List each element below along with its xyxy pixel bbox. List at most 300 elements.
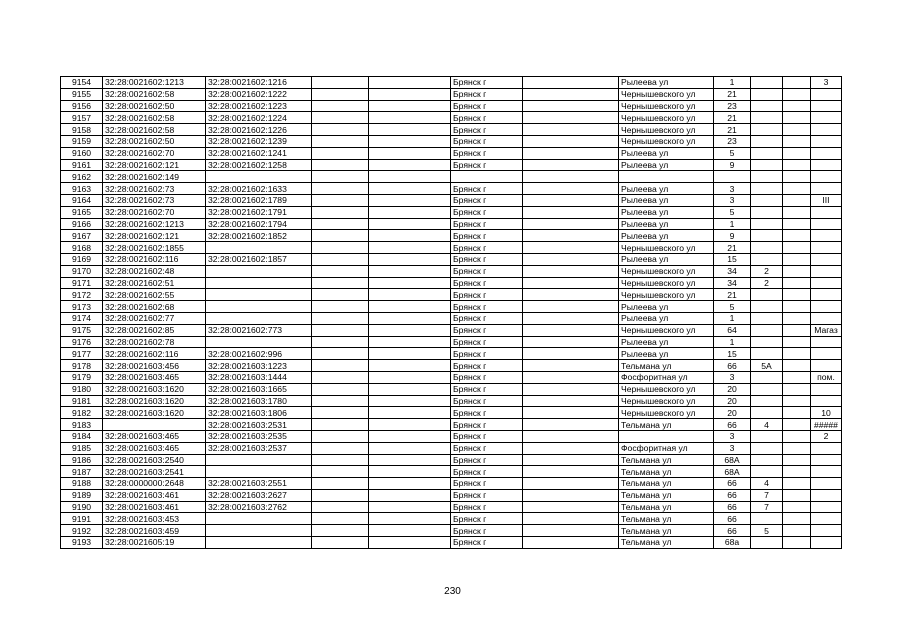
house-number-cell: 5 (714, 147, 751, 159)
building-cell (751, 336, 783, 348)
blank-cell (523, 301, 619, 313)
object-cadastral-number-cell: 32:28:0021602:1258 (206, 159, 312, 171)
premise-cell (811, 336, 842, 348)
city-cell: Брянск г (451, 218, 523, 230)
blank-cell (369, 206, 451, 218)
row-number-cell: 9162 (61, 171, 103, 183)
cadastral-number-cell: 32:28:0021603:459 (103, 525, 206, 537)
house-number-cell: 66 (714, 513, 751, 525)
object-cadastral-number-cell: 32:28:0021603:1780 (206, 395, 312, 407)
blank-cell (783, 407, 811, 419)
row-number-cell: 9156 (61, 100, 103, 112)
city-cell: Брянск г (451, 194, 523, 206)
blank-cell (523, 230, 619, 242)
cadastral-number-cell: 32:28:0021602:149 (103, 171, 206, 183)
object-cadastral-number-cell (206, 537, 312, 549)
city-cell: Брянск г (451, 407, 523, 419)
blank-cell (369, 430, 451, 442)
building-cell (751, 312, 783, 324)
house-number-cell: 64 (714, 324, 751, 336)
blank-cell (783, 513, 811, 525)
blank-cell (523, 253, 619, 265)
object-cadastral-number-cell: 32:28:0021602:1222 (206, 88, 312, 100)
blank-cell (369, 124, 451, 136)
blank-cell (312, 466, 369, 478)
premise-cell (811, 112, 842, 124)
blank-cell (312, 100, 369, 112)
city-cell: Брянск г (451, 537, 523, 549)
cadastral-number-cell: 32:28:0021602:70 (103, 206, 206, 218)
blank-cell (523, 135, 619, 147)
blank-cell (523, 265, 619, 277)
blank-cell (369, 289, 451, 301)
building-cell (751, 301, 783, 313)
row-number-cell: 9193 (61, 537, 103, 549)
premise-cell: пом. (811, 371, 842, 383)
blank-cell (369, 336, 451, 348)
blank-cell (783, 183, 811, 195)
street-cell: Чернышевского ул (619, 242, 714, 254)
cadastral-number-cell: 32:28:0021602:68 (103, 301, 206, 313)
table-row (61, 194, 842, 206)
house-number-cell: 15 (714, 253, 751, 265)
street-cell: Тельмана ул (619, 454, 714, 466)
blank-cell (783, 206, 811, 218)
blank-cell (369, 489, 451, 501)
blank-cell (369, 277, 451, 289)
blank-cell (523, 88, 619, 100)
blank-cell (312, 360, 369, 372)
premise-cell (811, 88, 842, 100)
blank-cell (312, 135, 369, 147)
street-cell: Тельмана ул (619, 360, 714, 372)
blank-cell (312, 371, 369, 383)
building-cell (751, 383, 783, 395)
house-number-cell: 66 (714, 525, 751, 537)
object-cadastral-number-cell (206, 513, 312, 525)
blank-cell (523, 183, 619, 195)
blank-cell (312, 183, 369, 195)
building-cell: 7 (751, 501, 783, 513)
house-number-cell: 21 (714, 112, 751, 124)
row-number-cell: 9190 (61, 501, 103, 513)
blank-cell (783, 218, 811, 230)
street-cell: Рылеева ул (619, 206, 714, 218)
building-cell (751, 430, 783, 442)
table-row (61, 289, 842, 301)
building-cell: 2 (751, 265, 783, 277)
building-cell (751, 171, 783, 183)
blank-cell (312, 489, 369, 501)
cadastral-number-cell: 32:28:0021602:70 (103, 147, 206, 159)
cadastral-number-cell: 32:28:0000000:2648 (103, 478, 206, 490)
city-cell: Брянск г (451, 77, 523, 89)
blank-cell (783, 135, 811, 147)
blank-cell (523, 442, 619, 454)
blank-cell (369, 513, 451, 525)
object-cadastral-number-cell (206, 466, 312, 478)
building-cell (751, 100, 783, 112)
blank-cell (523, 324, 619, 336)
blank-cell (369, 383, 451, 395)
house-number-cell: 21 (714, 242, 751, 254)
house-number-cell: 21 (714, 88, 751, 100)
blank-cell (312, 88, 369, 100)
blank-cell (312, 112, 369, 124)
building-cell (751, 371, 783, 383)
blank-cell (783, 77, 811, 89)
row-number-cell: 9173 (61, 301, 103, 313)
house-number-cell: 5 (714, 206, 751, 218)
blank-cell (312, 289, 369, 301)
building-cell (751, 194, 783, 206)
table-row (61, 312, 842, 324)
premise-cell (811, 230, 842, 242)
premise-cell (811, 360, 842, 372)
row-number-cell: 9181 (61, 395, 103, 407)
blank-cell (312, 77, 369, 89)
object-cadastral-number-cell (206, 336, 312, 348)
street-cell: Фосфоритная ул (619, 442, 714, 454)
blank-cell (369, 419, 451, 431)
house-number-cell (714, 171, 751, 183)
premise-cell: III (811, 194, 842, 206)
table-row (61, 265, 842, 277)
cadastral-number-cell: 32:28:0021603:453 (103, 513, 206, 525)
building-cell (751, 218, 783, 230)
blank-cell (369, 371, 451, 383)
cadastral-number-cell: 32:28:0021603:465 (103, 430, 206, 442)
table-row (61, 419, 842, 431)
object-cadastral-number-cell: 32:28:0021602:1224 (206, 112, 312, 124)
row-number-cell: 9160 (61, 147, 103, 159)
city-cell: Брянск г (451, 253, 523, 265)
cadastral-number-cell: 32:28:0021602:121 (103, 159, 206, 171)
blank-cell (783, 253, 811, 265)
house-number-cell: 21 (714, 124, 751, 136)
registry-table (60, 76, 842, 549)
building-cell (751, 454, 783, 466)
street-cell: Рылеева ул (619, 147, 714, 159)
street-cell: Рылеева ул (619, 348, 714, 360)
blank-cell (523, 407, 619, 419)
building-cell (751, 466, 783, 478)
cadastral-number-cell: 32:28:0021602:85 (103, 324, 206, 336)
house-number-cell: 15 (714, 348, 751, 360)
street-cell: Чернышевского ул (619, 324, 714, 336)
page-number: 230 (444, 586, 461, 597)
city-cell: Брянск г (451, 265, 523, 277)
house-number-cell: 3 (714, 430, 751, 442)
blank-cell (523, 360, 619, 372)
blank-cell (783, 478, 811, 490)
city-cell: Брянск г (451, 88, 523, 100)
street-cell: Чернышевского ул (619, 88, 714, 100)
cadastral-number-cell: 32:28:0021602:77 (103, 312, 206, 324)
house-number-cell: 1 (714, 218, 751, 230)
city-cell: Брянск г (451, 478, 523, 490)
street-cell: Тельмана ул (619, 466, 714, 478)
blank-cell (312, 194, 369, 206)
row-number-cell: 9159 (61, 135, 103, 147)
city-cell: Брянск г (451, 277, 523, 289)
city-cell: Брянск г (451, 525, 523, 537)
street-cell: Чернышевского ул (619, 289, 714, 301)
premise-cell (811, 100, 842, 112)
blank-cell (312, 147, 369, 159)
blank-cell (312, 230, 369, 242)
object-cadastral-number-cell: 32:28:0021603:2551 (206, 478, 312, 490)
cadastral-number-cell: 32:28:0021603:465 (103, 371, 206, 383)
building-cell (751, 407, 783, 419)
blank-cell (369, 159, 451, 171)
row-number-cell: 9170 (61, 265, 103, 277)
object-cadastral-number-cell (206, 171, 312, 183)
row-number-cell: 9158 (61, 124, 103, 136)
city-cell: Брянск г (451, 489, 523, 501)
table-row (61, 442, 842, 454)
building-cell (751, 513, 783, 525)
building-cell (751, 135, 783, 147)
city-cell: Брянск г (451, 513, 523, 525)
blank-cell (523, 312, 619, 324)
street-cell: Тельмана ул (619, 525, 714, 537)
building-cell (751, 88, 783, 100)
row-number-cell: 9178 (61, 360, 103, 372)
blank-cell (369, 265, 451, 277)
blank-cell (523, 100, 619, 112)
street-cell: Рылеева ул (619, 230, 714, 242)
building-cell (751, 242, 783, 254)
street-cell: Рылеева ул (619, 183, 714, 195)
blank-cell (312, 513, 369, 525)
blank-cell (312, 159, 369, 171)
street-cell: Тельмана ул (619, 537, 714, 549)
house-number-cell: 20 (714, 383, 751, 395)
blank-cell (523, 383, 619, 395)
table-row (61, 395, 842, 407)
blank-cell (369, 525, 451, 537)
premise-cell (811, 489, 842, 501)
object-cadastral-number-cell: 32:28:0021603:2537 (206, 442, 312, 454)
blank-cell (523, 147, 619, 159)
city-cell: Брянск г (451, 348, 523, 360)
city-cell: Брянск г (451, 301, 523, 313)
object-cadastral-number-cell: 32:28:0021603:2531 (206, 419, 312, 431)
city-cell: Брянск г (451, 112, 523, 124)
blank-cell (783, 324, 811, 336)
cadastral-number-cell: 32:28:0021603:456 (103, 360, 206, 372)
house-number-cell: 66 (714, 501, 751, 513)
table-row (61, 407, 842, 419)
object-cadastral-number-cell (206, 301, 312, 313)
street-cell: Рылеева ул (619, 301, 714, 313)
street-cell: Рылеева ул (619, 218, 714, 230)
premise-cell (811, 183, 842, 195)
blank-cell (783, 360, 811, 372)
cadastral-number-cell: 32:28:0021603:1620 (103, 395, 206, 407)
row-number-cell: 9184 (61, 430, 103, 442)
table-row (61, 100, 842, 112)
blank-cell (523, 206, 619, 218)
row-number-cell: 9183 (61, 419, 103, 431)
blank-cell (783, 395, 811, 407)
premise-cell: 10 (811, 407, 842, 419)
table-row (61, 218, 842, 230)
blank-cell (312, 525, 369, 537)
city-cell: Брянск г (451, 242, 523, 254)
city-cell: Брянск г (451, 501, 523, 513)
row-number-cell: 9179 (61, 371, 103, 383)
object-cadastral-number-cell: 32:28:0021602:1239 (206, 135, 312, 147)
blank-cell (312, 124, 369, 136)
blank-cell (523, 501, 619, 513)
blank-cell (783, 88, 811, 100)
blank-cell (369, 218, 451, 230)
table-row (61, 478, 842, 490)
cadastral-number-cell: 32:28:0021603:2541 (103, 466, 206, 478)
blank-cell (523, 159, 619, 171)
object-cadastral-number-cell: 32:28:0021603:1665 (206, 383, 312, 395)
premise-cell (811, 135, 842, 147)
premise-cell (811, 478, 842, 490)
object-cadastral-number-cell: 32:28:0021603:1223 (206, 360, 312, 372)
blank-cell (523, 371, 619, 383)
object-cadastral-number-cell: 32:28:0021602:1857 (206, 253, 312, 265)
blank-cell (783, 442, 811, 454)
street-cell: Чернышевского ул (619, 395, 714, 407)
blank-cell (783, 159, 811, 171)
blank-cell (369, 501, 451, 513)
city-cell: Брянск г (451, 230, 523, 242)
city-cell: Брянск г (451, 395, 523, 407)
table-row (61, 77, 842, 89)
house-number-cell: 66 (714, 489, 751, 501)
blank-cell (369, 100, 451, 112)
house-number-cell: 3 (714, 442, 751, 454)
blank-cell (523, 478, 619, 490)
object-cadastral-number-cell (206, 454, 312, 466)
row-number-cell: 9182 (61, 407, 103, 419)
blank-cell (369, 171, 451, 183)
premise-cell (811, 277, 842, 289)
blank-cell (369, 88, 451, 100)
blank-cell (783, 230, 811, 242)
blank-cell (523, 171, 619, 183)
row-number-cell: 9186 (61, 454, 103, 466)
building-cell (751, 159, 783, 171)
street-cell: Рылеева ул (619, 312, 714, 324)
street-cell (619, 171, 714, 183)
cadastral-number-cell: 32:28:0021605:19 (103, 537, 206, 549)
blank-cell (312, 395, 369, 407)
object-cadastral-number-cell (206, 525, 312, 537)
blank-cell (369, 478, 451, 490)
blank-cell (783, 501, 811, 513)
object-cadastral-number-cell (206, 265, 312, 277)
blank-cell (312, 324, 369, 336)
building-cell: 5А (751, 360, 783, 372)
row-number-cell: 9187 (61, 466, 103, 478)
building-cell (751, 289, 783, 301)
premise-cell (811, 537, 842, 549)
premise-cell (811, 171, 842, 183)
cadastral-number-cell: 32:28:0021602:58 (103, 88, 206, 100)
city-cell: Брянск г (451, 312, 523, 324)
house-number-cell: 23 (714, 135, 751, 147)
premise-cell: 2 (811, 430, 842, 442)
blank-cell (312, 348, 369, 360)
blank-cell (369, 77, 451, 89)
street-cell: Тельмана ул (619, 478, 714, 490)
house-number-cell: 1 (714, 336, 751, 348)
row-number-cell: 9154 (61, 77, 103, 89)
row-number-cell: 9164 (61, 194, 103, 206)
premise-cell (811, 383, 842, 395)
blank-cell (783, 525, 811, 537)
street-cell: Тельмана ул (619, 489, 714, 501)
table-row (61, 277, 842, 289)
blank-cell (369, 183, 451, 195)
street-cell (619, 430, 714, 442)
cadastral-number-cell: 32:28:0021602:73 (103, 183, 206, 195)
building-cell (751, 395, 783, 407)
building-cell: 5 (751, 525, 783, 537)
object-cadastral-number-cell: 32:28:0021603:1806 (206, 407, 312, 419)
house-number-cell: 34 (714, 277, 751, 289)
city-cell: Брянск г (451, 183, 523, 195)
blank-cell (312, 171, 369, 183)
premise-cell (811, 289, 842, 301)
registry-table-body (61, 77, 842, 549)
building-cell (751, 147, 783, 159)
house-number-cell: 3 (714, 194, 751, 206)
house-number-cell: 9 (714, 159, 751, 171)
blank-cell (783, 336, 811, 348)
blank-cell (312, 253, 369, 265)
table-row (61, 324, 842, 336)
house-number-cell: 3 (714, 371, 751, 383)
blank-cell (783, 430, 811, 442)
table-row (61, 537, 842, 549)
table-row (61, 242, 842, 254)
table-row (61, 336, 842, 348)
blank-cell (523, 242, 619, 254)
blank-cell (369, 312, 451, 324)
cadastral-number-cell: 32:28:0021602:116 (103, 348, 206, 360)
cadastral-number-cell: 32:28:0021602:1213 (103, 77, 206, 89)
blank-cell (369, 253, 451, 265)
cadastral-number-cell: 32:28:0021602:55 (103, 289, 206, 301)
building-cell (751, 206, 783, 218)
house-number-cell: 68а (714, 537, 751, 549)
object-cadastral-number-cell: 32:28:0021602:1794 (206, 218, 312, 230)
row-number-cell: 9157 (61, 112, 103, 124)
city-cell: Брянск г (451, 360, 523, 372)
street-cell: Чернышевского ул (619, 124, 714, 136)
city-cell: Брянск г (451, 289, 523, 301)
house-number-cell: 5 (714, 301, 751, 313)
cadastral-number-cell: 32:28:0021603:1620 (103, 383, 206, 395)
premise-cell (811, 442, 842, 454)
building-cell: 2 (751, 277, 783, 289)
cadastral-number-cell: 32:28:0021602:50 (103, 135, 206, 147)
table-row (61, 124, 842, 136)
blank-cell (783, 265, 811, 277)
blank-cell (312, 442, 369, 454)
blank-cell (312, 242, 369, 254)
blank-cell (369, 301, 451, 313)
